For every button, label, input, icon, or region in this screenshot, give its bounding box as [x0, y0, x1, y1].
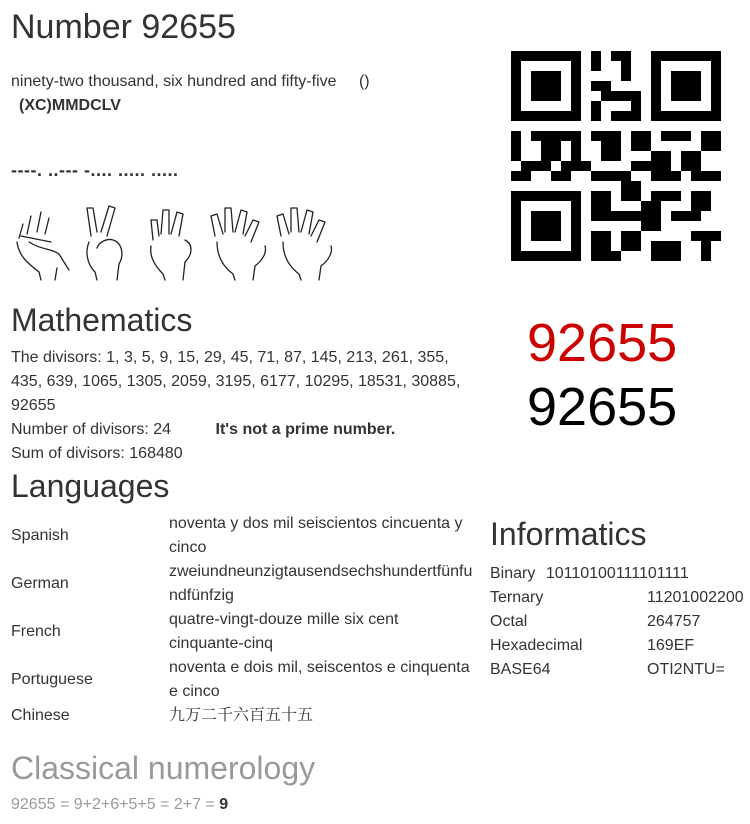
num-divisors-label: Number of divisors:	[11, 421, 149, 438]
num-divisors-value: 24	[153, 421, 172, 438]
table-row	[490, 562, 744, 586]
number-of-divisors-line	[11, 418, 481, 442]
table-row	[11, 560, 476, 608]
divisors-label: The divisors:	[11, 349, 102, 366]
base-value: OTI2NTU=	[647, 661, 725, 678]
binary-label: Binary	[490, 565, 536, 582]
base-label: BASE64	[490, 661, 551, 678]
language-name: Chinese	[11, 707, 70, 724]
language-name: Spanish	[11, 527, 69, 544]
sign-language-hands	[11, 202, 335, 282]
binary-cell	[490, 562, 744, 586]
language-name: German	[11, 575, 69, 592]
number-black-display: 92655	[527, 377, 678, 437]
base-value: 264757	[647, 613, 701, 630]
morse-code: ----. ..--- -.... ..... .....	[11, 160, 179, 180]
informatics-table	[490, 562, 744, 682]
sum-label: Sum of divisors:	[11, 445, 125, 462]
language-value: 九万二千六百五十五	[169, 707, 314, 724]
sum-value: 168480	[129, 445, 183, 462]
table-row	[490, 610, 744, 634]
language-value: quatre-vingt-douze mille six cent cinquante-cinq	[169, 611, 399, 652]
qr-code-icon	[511, 51, 721, 261]
hand-five-icon	[209, 202, 269, 282]
table-row	[490, 634, 744, 658]
numerology-result: 9	[219, 796, 229, 813]
binary-value: 10110100111101111	[545, 565, 689, 582]
language-value: zweiundneunzigtausendsechshundertfünfundfünfzig	[169, 563, 473, 604]
languages-table	[11, 512, 476, 728]
numerology-line	[11, 796, 228, 814]
table-row	[11, 512, 476, 560]
divisors-list: 1, 3, 5, 9, 15, 29, 45, 71, 87, 145, 213, 261, 355, 435, 639, 1065, 1305, 2059, 3195, 6177, 10295, 18531, 30885, 92655	[11, 349, 461, 414]
table-row	[11, 608, 476, 656]
number-red-display: 92655	[527, 313, 678, 373]
mathematics-section	[11, 346, 481, 466]
base-label: Hexadecimal	[490, 637, 583, 654]
roman-separator: ()	[358, 73, 370, 90]
hand-nine-icon	[11, 202, 71, 282]
hand-five-icon	[275, 202, 335, 282]
base-value: 169EF	[647, 637, 695, 654]
table-row	[490, 658, 744, 682]
numerology-heading: Classical numerology	[11, 750, 316, 786]
sum-of-divisors-line	[11, 442, 481, 466]
table-row	[490, 586, 744, 610]
number-in-words	[11, 70, 481, 118]
page-title: Number 92655	[11, 8, 236, 46]
languages-heading: Languages	[11, 468, 170, 504]
hand-six-icon	[143, 202, 203, 282]
numerology-expression: 92655 = 9+2+6+5+5 = 2+7 =	[11, 796, 215, 813]
language-value: noventa y dos mil seiscientos cincuenta y cinco	[169, 515, 463, 556]
prime-status: It's not a prime number.	[215, 421, 396, 438]
roman-numeral: (XC)MMDCLV	[19, 97, 121, 114]
words-text: ninety-two thousand, six hundred and fifty-five	[11, 73, 337, 90]
table-row	[11, 704, 476, 728]
informatics-heading: Informatics	[490, 516, 647, 552]
divisors-line	[11, 346, 481, 418]
base-label: Octal	[490, 613, 528, 630]
hand-two-icon	[77, 202, 137, 282]
language-value: noventa e dois mil, seiscentos e cinquenta e cinco	[169, 659, 470, 700]
language-name: Portuguese	[11, 671, 93, 688]
base-label: Ternary	[490, 589, 544, 606]
mathematics-heading: Mathematics	[11, 302, 193, 338]
base-value: 11201002200	[647, 589, 744, 606]
table-row	[11, 656, 476, 704]
language-name: French	[11, 623, 61, 640]
